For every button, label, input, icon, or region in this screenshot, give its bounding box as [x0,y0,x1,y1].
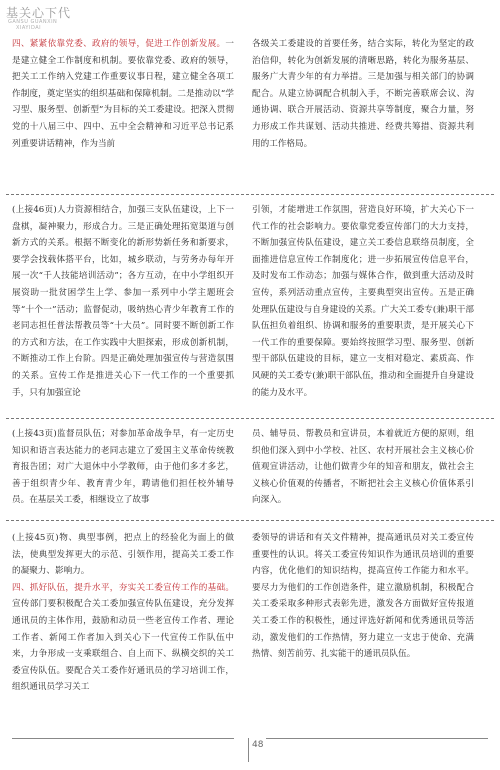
paragraph: 员、辅导员、帮教员和宣讲员，本着就近方便的原则，组织他们深入到中小学校、社区、农村开展社会主义核心价值观宣讲活动，让他们做青少年的知音和朋友，做社会主义核心价值观的传播者，不断把社会主义核心价值体系引向深入。 [252,429,474,506]
logo-title: 基关心下代 [6,6,72,20]
logo-subtitle: GANSU GUANXIN [8,19,58,25]
paragraph: 委领导的讲话和有关文件精神，提高通讯员对关工委宣传重要性的认识。将关工委宣传知识作为通讯员培训的重要内容，优化他们的知识结构，提高宣传工作能力和水平。要尽力为他们的工作创造条件，建立激励机制，积极配合关工委采取多种形式表彰先进，激发各方面做好宣传报道关工委工作的积极性，通过评选好新闻和优秀通讯员等活动，激发他们的工作热情，努力建立一支忠于使命、充满热情、刻苦前劳、扎实能干的通讯员队伍。 [252,533,474,660]
section-2-right-column [252,202,474,401]
section-divider [6,418,494,419]
footer-page-marker [248,738,249,762]
section-1-left-column [12,36,234,152]
section-divider [6,520,494,521]
paragraph: 各级关工委建设的首要任务，结合实际，转化为坚定的政治信仰，转化为创新发展的清晰思路，转化为服务基层、服务广大青少年的有力举措。三是加强与相关部门的协调配合。从建立协调配合机制入手，不断完善联席会议、沟通协调、联合开展活动、资源共享等制度，聚合力量，努力形成工作共谋划、活动共推进、经费共筹措、资源共利用的工作格局。 [252,39,474,149]
footer-rule-right [266,738,488,739]
footer-rule-left [12,738,234,739]
paragraph: (上接43页)监督员队伍；对参加革命战争早，有一定历史知识和语言表达能力的老同志建立了爱国主义革命传统教育报告团；对广大退休中小学教师，由于他们多才多艺，善于组织青少年、教育青少年，聘请他们担任校外辅导员。在基层关工委，相继设立了故事 [12,429,234,506]
section-1-right-column [252,36,474,152]
section-4-left-column [12,530,234,696]
page-footer [12,738,488,768]
paragraph: (上接45页)物、典型事例，把点上的经验化为面上的做法，使典型发挥更大的示范、引领作用，提高关工委工作的凝聚力、影响力。 [12,533,234,577]
section-heading: 四、紧紧依靠党委、政府的领导，促进工作创新发展。 [12,39,226,49]
section-3-right-column [252,426,474,509]
section-3-left-column [12,426,234,509]
magazine-logo [6,4,98,30]
section-heading: 四、抓好队伍，提升水平，夯实关工委宣传工作的基础。 [12,582,234,593]
paragraph: (上接46页)人力资源相结合，加强三支队伍建设，上下一盘棋，凝神聚力，形成合力。三是正确处理拓宽渠道与创新方式的关系。根据不断变化的新形势新任务和新要求，要学会找载体搭平台，比如，城乡联动，与劳务办每年开展一次“千人技能培训活动”；各方互动，在中小学组织开展资助一批贫困学生上学、参加一系列中小学主题班会等“十个一”活动；监督促动，吸纳热心青少年教育工作的老同志担任普法帮教员等“十大员”。同时要不断创新工作的方式和方法，在工作实践中大胆探索，形成创新机制，不断推动工作上台阶。四是正确处理加强宣传与营造氛围的关系。宣传工作是推进关心下一代工作的一个重要抓手，只有加强宣论 [12,205,234,398]
section-divider [6,194,494,195]
section-2-left-column [12,202,234,401]
logo-subtitle-2: XIAYIDAI [16,25,42,31]
paragraph: 一是建立健全工作制度和机制。要依靠党委、政府的领导，把关工工作纳入党建工作重要议事日程，建立健全各项工作制度，奠定坚实的组织基础和保障机制。二是推动以“学习型、服务型、创新型”为目标的关工委建设。把深入贯彻党的十八届三中、四中、五中全会精神和习近平总书记系列重要讲话精神，作为当前 [12,39,234,149]
paragraph: 引领，才能增进工作氛围，营造良好环境，扩大关心下一代工作的社会影响力。要依靠党委宣传部门的大力支持，不断加强宣传队伍建设，建立关工委信息联络员制度，全面推进信息宣传工作制度化；进一步拓展宣传信息平台，及时发布工作动态；加强与媒体合作，做到重大活动及时宣传，系列活动重点宣传，主要典型突出宣传。五是正确处理队伍建设与自身建设的关系。广大关工委专(兼)职干部队伍担负着组织、协调和服务的重要职责，是开展关心下一代工作的重要保障。要始终按照学习型、服务型、创新型干部队伍建设的目标，建立一支相对稳定、素质高、作风硬的关工委专(兼)职干部队伍，推动和全面提升自身建设的能力及水平。 [252,205,474,398]
page-number: 48 [252,740,264,750]
section-4-right-column [252,530,474,663]
paragraph: 宣传部门要积极配合关工委加强宣传队伍建设，充分发挥通讯员的主体作用，鼓励和动员一些老宣传工作者、理论工作者、新闻工作者加入到关心下一代宣传工作队伍中来，力争形成一支乘联组合、自上而下、纵横交织的关工委宣传队伍。要配合关工委作好通讯员的学习培训工作，组织通讯员学习关工 [12,599,234,693]
